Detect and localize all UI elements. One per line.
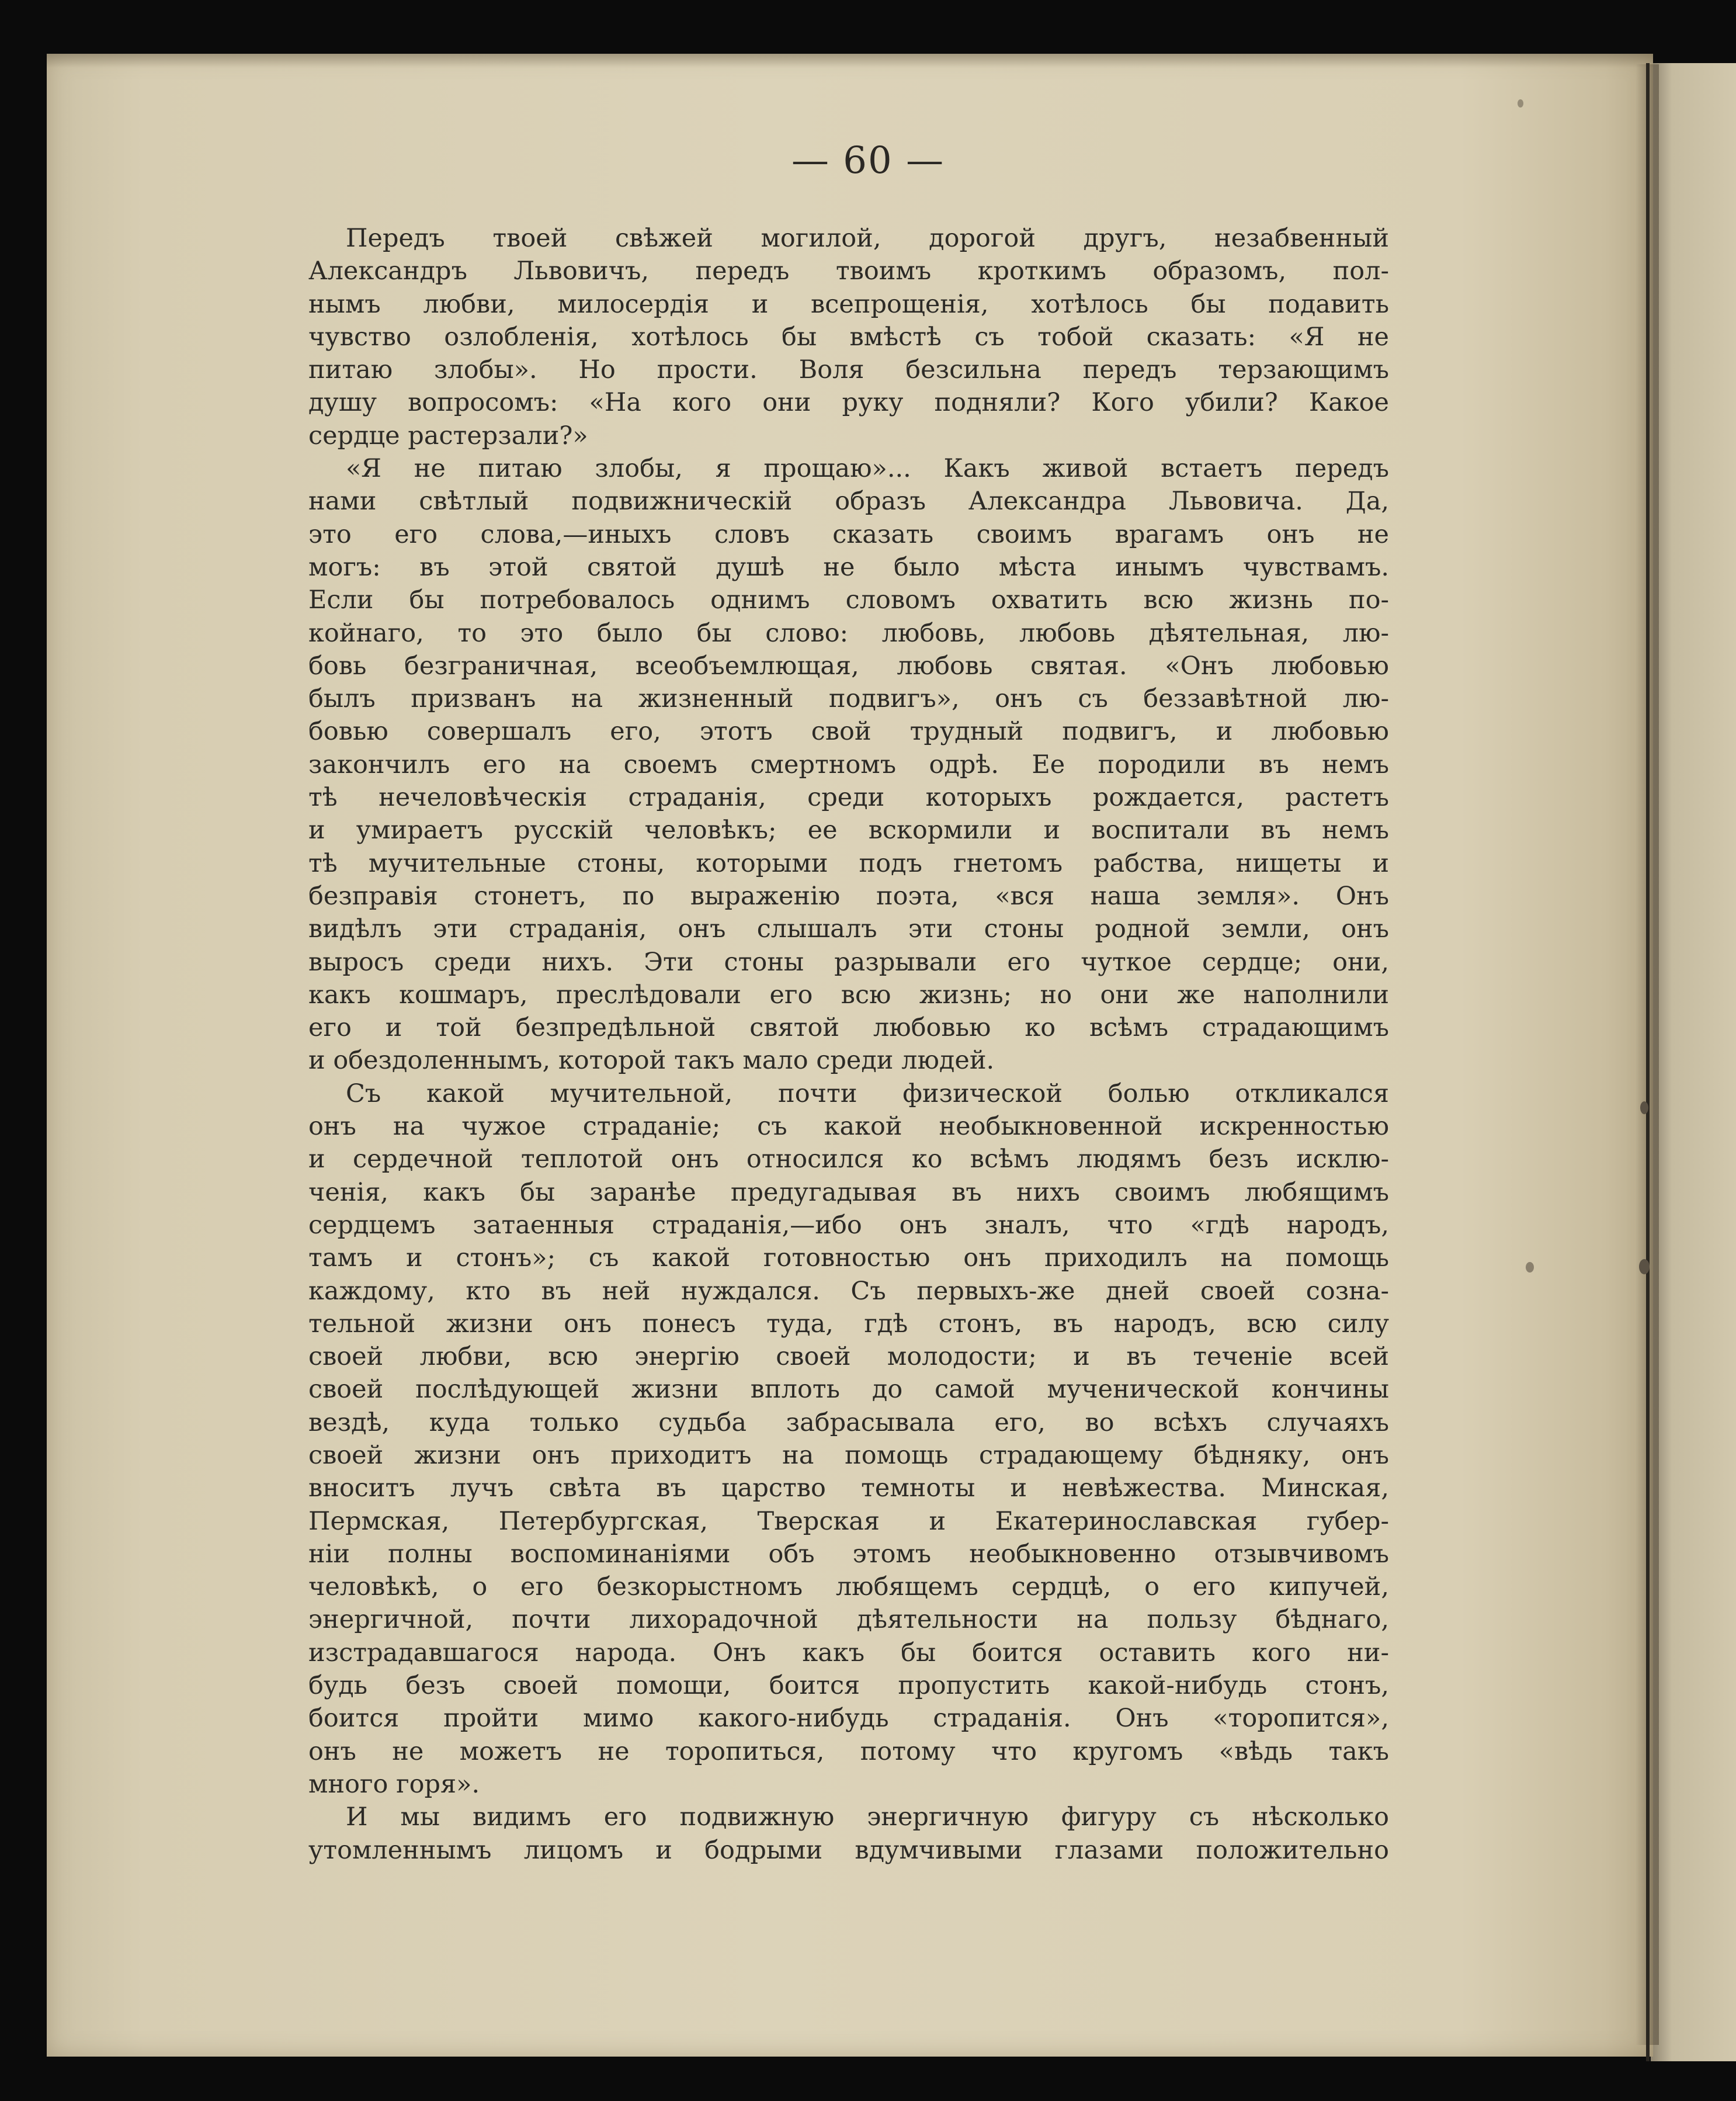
text-line: это его слова,—иныхъ словъ сказать своимъ врагамъ онъ не: [308, 519, 1389, 549]
text-line: тамъ и стонъ»; съ какой готовностью онъ приходилъ на помощь: [308, 1243, 1389, 1273]
text-line: тѣ мучительные стоны, которыми подъ гнетомъ рабства, нищеты и: [308, 848, 1389, 878]
text-line: и обездоленнымъ, которой такъ мало среди людей.: [308, 1046, 995, 1076]
text-line: своей любви, всю энергію своей молодости; и въ теченіе всей: [308, 1342, 1389, 1372]
text-line: бовь безграничная, всеобъемлющая, любовь святая. «Онъ любовью: [308, 651, 1389, 681]
text-line: энергичной, почти лихорадочной дѣятельности на пользу бѣднаго,: [308, 1605, 1389, 1635]
paper-speck: [1518, 99, 1523, 108]
text-line: нами свѣтлый подвижническій образъ Александра Львовича. Да,: [308, 487, 1389, 516]
text-line: выросъ среди нихъ. Эти стоны разрывали его чуткое сердце; они,: [308, 947, 1389, 977]
text-line: Передъ твоей свѣжей могилой, дорогой другъ, незабвенный: [346, 224, 1389, 253]
gutter-line: [1646, 63, 1650, 2061]
text-line: койнаго, то это было бы слово: любовь, любовь дѣятельная, лю-: [308, 618, 1389, 648]
text-line: чувство озлобленія, хотѣлось бы вмѣстѣ съ тобой сказать: «Я не: [308, 322, 1389, 352]
text-line: будь безъ своей помощи, боится пропустить какой-нибудь стонъ,: [308, 1671, 1389, 1701]
text-line: безправія стонетъ, по выраженію поэта, «вся наша земля». Онъ: [308, 881, 1389, 911]
text-line: «Я не питаю злобы, я прощаю»... Какъ живой встаетъ передъ: [346, 454, 1389, 484]
text-line: сердцемъ затаенныя страданія,—ибо онъ зналъ, что «гдѣ народъ,: [308, 1210, 1389, 1240]
text-line: и сердечной теплотой онъ относился ко всѣмъ людямъ безъ исклю-: [308, 1145, 1389, 1174]
text-line: и умираетъ русскій человѣкъ; ее вскормили и воспитали въ немъ: [308, 816, 1389, 845]
text-line: утомленнымъ лицомъ и бодрыми вдумчивыми глазами положительно: [308, 1835, 1389, 1865]
paper-speck: [1640, 1101, 1648, 1114]
text-line: душу вопросомъ: «На кого они руку подняли? Кого убили? Какое: [308, 388, 1389, 418]
text-line: какъ кошмаръ, преслѣдовали его всю жизнь; но они же наполнили: [308, 980, 1389, 1010]
text-line: изстрадавшагося народа. Онъ какъ бы боится оставить кого ни-: [308, 1638, 1389, 1667]
text-line: своей послѣдующей жизни вплоть до самой мученической кончины: [308, 1375, 1389, 1405]
text-line: онъ на чужое страданіе; съ какой необыкновенной искренностью: [308, 1112, 1389, 1142]
text-line: Пермская, Петербургская, Тверская и Екатеринославская губер-: [308, 1506, 1389, 1536]
text-line: боится пройти мимо какого-нибудь страданія. Онъ «торопится»,: [308, 1704, 1389, 1734]
paper-speck: [1526, 1262, 1534, 1273]
text-line: закончилъ его на своемъ смертномъ одрѣ. Ее породили въ немъ: [308, 750, 1389, 779]
text-line: много горя».: [308, 1769, 480, 1799]
text-line: вездѣ, куда только судьба забрасывала его, во всѣхъ случаяхъ: [308, 1407, 1389, 1437]
text-line: ніи полны воспоминаніями объ этомъ необыкновенно отзывчивомъ: [308, 1539, 1389, 1569]
text-line: сердце растерзали?»: [308, 421, 588, 450]
adjacent-page-edge: [1651, 63, 1736, 2061]
text-line: каждому, кто въ ней нуждался. Съ первыхъ-же дней своей созна-: [308, 1276, 1389, 1306]
text-line: тельной жизни онъ понесъ туда, гдѣ стонъ, въ народъ, всю силу: [308, 1309, 1389, 1339]
text-line: нымъ любви, милосердія и всепрощенія, хотѣлось бы подавить: [308, 289, 1389, 319]
text-line: могъ: въ этой святой душѣ не было мѣста инымъ чувствамъ.: [308, 552, 1389, 582]
body-text: [308, 222, 1389, 1867]
page-number: — 60 —: [791, 139, 945, 182]
text-line: Если бы потребовалось однимъ словомъ охватить всю жизнь по-: [308, 585, 1389, 615]
text-line: видѣлъ эти страданія, онъ слышалъ эти стоны родной земли, онъ: [308, 914, 1389, 944]
text-line: питаю злобы». Но прости. Воля безсильна передъ терзающимъ: [308, 355, 1389, 385]
text-line: былъ призванъ на жизненный подвигъ», онъ съ беззавѣтной лю-: [308, 684, 1389, 714]
paper-speck: [1639, 1259, 1650, 1274]
text-line: Съ какой мучительной, почти физической болью откликался: [346, 1079, 1389, 1108]
text-line: вноситъ лучъ свѣта въ царство темноты и невѣжества. Минская,: [308, 1474, 1389, 1503]
text-line: Александръ Львовичъ, передъ твоимъ кроткимъ образомъ, пол-: [308, 256, 1389, 286]
text-line: ченія, какъ бы заранѣе предугадывая въ нихъ своимъ любящимъ: [308, 1177, 1389, 1207]
text-line: своей жизни онъ приходитъ на помощь страдающему бѣдняку, онъ: [308, 1440, 1389, 1470]
text-line: И мы видимъ его подвижную энергичную фигуру съ нѣсколько: [346, 1802, 1389, 1832]
text-line: тѣ нечеловѣческія страданія, среди которыхъ рождается, растетъ: [308, 783, 1389, 813]
text-line: его и той безпредѣльной святой любовью ко всѣмъ страдающимъ: [308, 1013, 1389, 1043]
text-line: бовью совершалъ его, этотъ свой трудный подвигъ, и любовью: [308, 717, 1389, 747]
page-top-edge-shadow: [47, 54, 1653, 68]
text-line: человѣкѣ, о его безкорыстномъ любящемъ сердцѣ, о его кипучей,: [308, 1572, 1389, 1602]
text-line: онъ не можетъ не торопиться, потому что кругомъ «вѣдь такъ: [308, 1736, 1389, 1766]
